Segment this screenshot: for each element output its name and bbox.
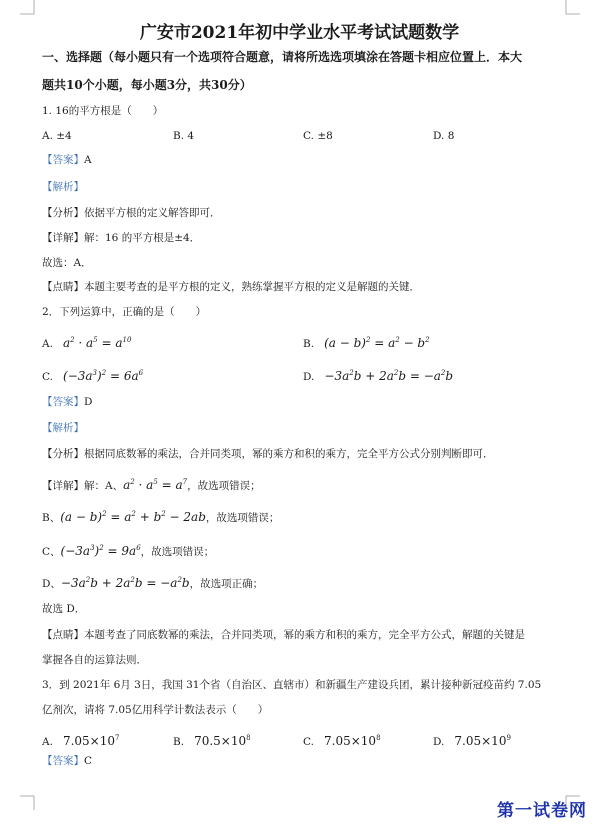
- q2-answer: D: [84, 396, 93, 408]
- q2-step-d-label: D、: [42, 578, 61, 590]
- q1-option-b: B. 4: [173, 130, 195, 142]
- q3-option-d: [433, 731, 511, 749]
- q2-xiangjie-b: [42, 507, 279, 525]
- q3-option-a-label: A.: [42, 736, 53, 748]
- q1-dianjing: 【点睛】本题主要考查的是平方根的定义，熟练掌握平方根的定义是解题的关键．: [42, 281, 420, 293]
- q2-xiangjie-prefix: 【详解】解：A、: [42, 480, 124, 492]
- q3-stem-line1: 3．到 2021年 6月 3日，我国 31个省（自治区、直辖市）和新疆生产建设兵团，累计接种新冠疫苗约 7.05: [42, 679, 542, 691]
- q3-answer-line: [42, 754, 92, 768]
- section-heading-line2: 题共10个小题，每小题3分，共30分）: [42, 78, 252, 92]
- q2-step-c-verdict: ，故选项错误；: [140, 546, 215, 558]
- q2-step-b-formula: $(a - b)^2 = a^2 + b^2 - 2ab$: [60, 510, 206, 524]
- q2-option-c-formula: $(-3a^3)^2 = 6a^6$: [63, 369, 144, 383]
- q1-conclusion: 故选：A．: [42, 257, 92, 269]
- q1-fenxi: 【分析】依据平方根的定义解答即可．: [42, 207, 221, 219]
- answer-tag: 【答案】: [42, 154, 84, 166]
- q2-conclusion: 故选 D．: [42, 603, 86, 615]
- answer-tag: 【答案】: [42, 396, 84, 408]
- answer-tag: 【答案】: [42, 755, 84, 767]
- corner-mark-top-right: [556, 0, 580, 20]
- q3-answer: C: [84, 755, 93, 767]
- q2-option-b-formula: $(a - b)^2 = a^2 - b^2$: [324, 336, 430, 350]
- q3-option-c-label: C.: [303, 736, 314, 748]
- q2-step-a-formula: $a^2 \cdot a^5 = a^7$: [123, 478, 188, 492]
- q2-option-b: [303, 333, 430, 351]
- q1-option-a: A. ±4: [42, 130, 72, 142]
- q2-dianjing-line1: 【点睛】本题考查了同底数幂的乘法，合并同类项，幂的乘方和积的乘方，完全平方公式，解题的关键是: [42, 629, 525, 641]
- q1-answer-line: [42, 153, 92, 167]
- q2-option-a-label: A.: [42, 338, 53, 350]
- q3-option-b-formula: $70.5\times 10^8$: [194, 734, 251, 748]
- q2-xiangjie-c: [42, 541, 214, 559]
- q2-analysis-tag: 【解析】: [42, 422, 84, 434]
- q1-option-c: C. ±8: [303, 130, 333, 142]
- section-heading-line1: 一、选择题（每小题只有一个选项符合题意，请将所选选项填涂在答题卡相应位置上．本大: [42, 50, 523, 64]
- q3-option-d-label: D.: [433, 736, 445, 748]
- q2-option-d-formula: $-3a^2b + 2a^2b = -a^2b$: [324, 369, 454, 383]
- q1-stem: 1. 16的平方根是（ ）: [42, 105, 164, 117]
- q1-option-d: D. 8: [433, 130, 455, 142]
- q2-option-d-label: D.: [303, 371, 315, 383]
- q2-option-c: [42, 366, 143, 384]
- q2-xiangjie-d: [42, 573, 263, 591]
- q2-step-c-label: C、: [42, 546, 61, 558]
- q1-xiangjie: 【详解】解：16 的平方根是±4．: [42, 232, 201, 244]
- q3-option-a-formula: $7.05\times 10^7$: [62, 734, 120, 748]
- q3-stem-line2: 亿剂次，请将 7.05亿用科学计数法表示（ ）: [42, 704, 269, 716]
- q2-step-b-verdict: ，故选项错误；: [205, 512, 280, 524]
- corner-mark-top-left: [20, 0, 44, 20]
- q2-step-d-verdict: ，故选项正确；: [189, 578, 264, 590]
- q2-stem: 2．下列运算中，正确的是（ ）: [42, 306, 207, 318]
- q2-dianjing-line2: 掌握各自的运算法则．: [42, 654, 147, 666]
- q3-option-b-label: B.: [173, 736, 185, 748]
- q2-step-b-label: B、: [42, 512, 61, 524]
- q2-option-c-label: C.: [42, 371, 53, 383]
- page-title: 广安市2021年初中学业水平考试试题数学: [139, 23, 460, 43]
- q2-fenxi: 【分析】根据同底数幂的乘法，合并同类项，幂的乘方和积的乘方，完全平方公式分别判断即可．: [42, 448, 494, 460]
- q2-option-a-formula: $a^2 \cdot a^5 = a^{10}$: [62, 336, 132, 350]
- q3-option-c: [303, 731, 381, 749]
- q2-option-b-label: B.: [303, 338, 315, 350]
- q2-option-a: [42, 333, 131, 351]
- q3-option-d-formula: $7.05\times 10^9$: [454, 734, 511, 748]
- q2-step-d-formula: $-3a^2b + 2a^2b = -a^2b$: [60, 576, 190, 590]
- q2-option-d: [303, 366, 453, 384]
- q2-answer-line: [42, 395, 92, 409]
- corner-mark-bottom-left: [20, 790, 44, 810]
- q2-step-c-formula: $(-3a^3)^2 = 9a^6$: [60, 544, 141, 558]
- q2-step-a-verdict: ，故选项错误；: [187, 480, 261, 492]
- q1-answer: A: [84, 154, 92, 166]
- q2-xiangjie-a: [42, 475, 261, 493]
- q3-option-c-formula: $7.05\times 10^8$: [324, 734, 381, 748]
- q3-option-a: [42, 731, 119, 749]
- watermark-logo: 第一试卷网: [497, 801, 587, 821]
- q3-option-b: [173, 731, 251, 749]
- q1-analysis-tag: 【解析】: [42, 181, 84, 193]
